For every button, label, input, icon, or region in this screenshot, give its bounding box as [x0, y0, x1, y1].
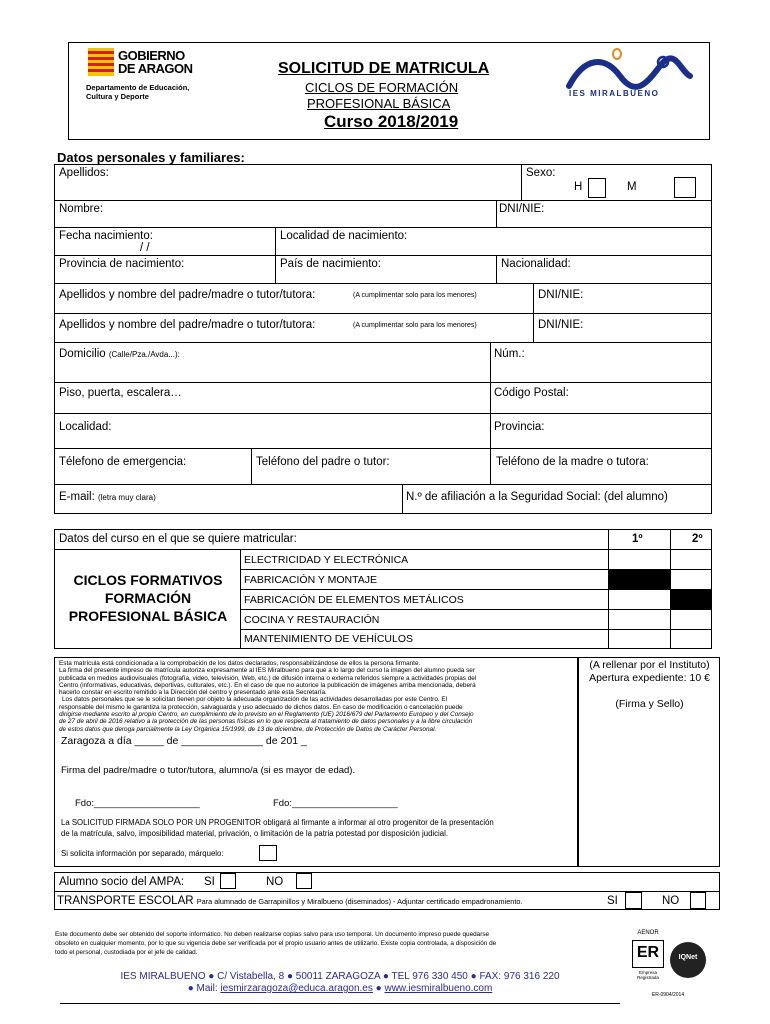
- sexo-label: Sexo:: [526, 167, 556, 179]
- provincia-nacimiento-label: Provincia de nacimiento:: [59, 258, 185, 270]
- tutor2-dni-label: DNI/NIE:: [538, 319, 584, 331]
- ampa-label: Alumno socio del AMPA:: [59, 876, 185, 888]
- apellidos-field[interactable]: [56, 180, 518, 198]
- transport-no-checkbox[interactable]: [690, 892, 706, 909]
- ampa-si-label: SI: [204, 876, 215, 888]
- sexo-h-checkbox[interactable]: [588, 178, 606, 198]
- row-divider: [54, 200, 712, 201]
- progenitor-line1: La SOLICITUD FIRMADA SOLO POR UN PROGENITOR obligará al firmante a informar al otro progenitor de la presentación: [61, 818, 494, 827]
- section-title: Datos personales y familiares:: [57, 150, 245, 165]
- domicilio-note: (Calle/Pza./Avda...):: [108, 350, 180, 359]
- col-divider: [496, 255, 497, 283]
- dni-label: DNI/NIE:: [499, 203, 545, 215]
- ampa-divider: [54, 891, 720, 892]
- program-line3: PROFESIONAL BÁSICA: [68, 608, 228, 624]
- footer-mail-link[interactable]: iesmirzaragoza@educa.aragon.es: [220, 983, 373, 994]
- email-text: E-mail:: [59, 491, 95, 503]
- piso-label: Piso, puerta, escalera…: [59, 387, 182, 399]
- footer-address: IES MIRALBUENO ● C/ Vistabella, 8 ● 50011 ZARAGOZA ● TEL 976 330 450 ● FAX: 976 316 220: [120, 971, 560, 982]
- transport-si-checkbox[interactable]: [625, 892, 642, 909]
- legal-p3d: de 27 de abril de 2016 relativo a la protección de las personas físicas en lo que respecta al tratamiento de datos personales y a la libre circulación: [59, 718, 473, 726]
- fecha-slashes: / /: [140, 242, 150, 254]
- legal-p2c: Centro (informativas, educativas, deportivas, culturales, etc.). En el caso de que no autorice la publicación de imágenes arriba mencionada, deberá: [59, 681, 476, 689]
- gov-name-line1: GOBIERNO: [118, 48, 185, 63]
- footer-web-link[interactable]: www.iesmiralbueno.com: [384, 983, 493, 994]
- course-cell-mantenimiento-1[interactable]: [609, 630, 670, 649]
- col-divider: [490, 448, 491, 484]
- transport-note: Para alumnado de Garrapinillos y Miralbueno (diseminados) - Adjuntar certificado empadronamiento.: [196, 897, 523, 906]
- firma-label: Firma del padre/madre o tutor/tutora, alumno/a (si es mayor de edad).: [61, 765, 356, 776]
- email-label: [59, 491, 156, 503]
- footer-note-line3: todo el personal, custodiada por el jefe de calidad.: [55, 949, 198, 956]
- footer-contact: [60, 983, 620, 994]
- ies-miralbueno-logo: [565, 46, 695, 100]
- row-divider: [54, 227, 712, 228]
- course-cell-mantenimiento-2[interactable]: [671, 630, 712, 649]
- course-cell-cocina-2[interactable]: [671, 610, 712, 629]
- transport-no-label: NO: [662, 895, 680, 907]
- progenitor-line2: de la matrícula, salvo, imposibilidad material, privación, o limitación de la patria potestad por disposición judicial.: [61, 829, 449, 838]
- course-option-electricidad: ELECTRICIDAD Y ELECTRÓNICA: [244, 554, 409, 566]
- course-cell-electricidad-2[interactable]: [671, 550, 712, 569]
- program-line2: FORMACIÓN: [104, 590, 192, 606]
- course-cell-metalicos-2-blocked: [671, 590, 712, 609]
- separado-checkbox[interactable]: [259, 845, 277, 861]
- institute-line1: (A rellenar por el Instituto): [589, 659, 710, 671]
- department-line1: Departamento de Educación,: [86, 83, 190, 92]
- empresa-registrada-text: Empresa Registrada: [637, 970, 659, 980]
- legal-p2a: La firma del presente impreso de matrícula autoriza expresamente al IES Miralbueno para que a lo largo del curso la imagen del alumno pueda ser: [59, 667, 475, 675]
- row-divider: [54, 413, 712, 414]
- apellidos-label: Apellidos:: [59, 167, 109, 179]
- footer-note-line1: Este documento debe ser obtenido del soporte informático. No deben realizarse copias salvo para uso temporal. Un documento impreso puede quedarse: [55, 931, 490, 938]
- transport-si-label: SI: [607, 895, 618, 907]
- cert-number: ER-0904/2014: [651, 992, 685, 998]
- localidad-label: Localidad:: [59, 421, 112, 433]
- course-option-cocina: COCINA Y RESTAURACIÓN: [244, 614, 380, 626]
- codigo-postal-label: Código Postal:: [494, 387, 569, 399]
- course-cell-cocina-1[interactable]: [609, 610, 670, 629]
- iqnet-text: IQNet: [678, 954, 698, 961]
- transport-title: TRANSPORTE ESCOLAR: [57, 895, 194, 907]
- fdo-1[interactable]: Fdo:____________________: [75, 798, 200, 809]
- footer-note-line2: obsoleto en cualquier momento, por lo que su vigencia debe ser verificada por el propio usuario antes de utilizarlo. Existe copia controlada, a disposición de: [55, 940, 497, 947]
- course-col-1: 1º: [632, 533, 643, 545]
- footer-note: [55, 930, 620, 957]
- col-divider: [496, 200, 497, 227]
- legal-p3e: de estos datos que deroga parcialmente la Ley Orgánica 15/1999, de 13 de diciembre, de Protección de Datos de Carácter Personal.: [59, 725, 437, 733]
- fecha-nacimiento-label: Fecha nacimiento:: [59, 230, 153, 242]
- institute-line3: (Firma y Sello): [615, 698, 684, 710]
- col-divider: [251, 448, 252, 484]
- course-cell-electricidad-1[interactable]: [609, 550, 670, 569]
- ampa-no-label: NO: [266, 876, 284, 888]
- telefono-padre-label: Teléfono del padre o tutor:: [256, 456, 390, 468]
- col-divider: [275, 227, 276, 283]
- legal-p3c: dirigirse mediante escrito al propio Centro, en cumplimiento de lo previsto en el Reglamento (UE) 2016/679 del Parlamento Europeo y del Consejo: [59, 711, 474, 719]
- form-subtitle1: CICLOS DE FORMACIÓN: [305, 80, 459, 95]
- legal-p2b: publicada en medios audiovisuales (fotografía, video, televisión, Web, etc.) de difusión interna o externa referidos siempre a actividades propias del: [59, 674, 477, 682]
- legal-p3a: Los datos personales que se le solicitan tienen por objeto la adecuada organización de las actividades desarrolladas por este Centro. El: [62, 696, 448, 704]
- email-note: (letra muy clara): [97, 493, 156, 502]
- separado-label: Si solicita información por separado, márquelo:: [61, 849, 224, 858]
- program-line1: CICLOS FORMATIVOS: [73, 572, 223, 588]
- col-divider: [521, 164, 522, 200]
- gobierno-aragon-logo: [86, 47, 206, 79]
- row-divider: [54, 255, 712, 256]
- legal-p2d: hacerlo constar en escrito remitido a la Dirección del centro y presentado ante esta Secretaría.: [59, 689, 327, 697]
- aragon-flag-icon: [88, 48, 114, 76]
- row-divider: [54, 313, 712, 314]
- aenor-text: AENOR: [637, 930, 659, 936]
- department-line2: Cultura y Deporte: [86, 92, 149, 101]
- col-divider: [402, 484, 403, 514]
- telefono-emergencia-label: Télefono de emergencia:: [59, 456, 187, 468]
- tutor1-label: Apellidos y nombre del padre/madre o tutor/tutora:: [59, 289, 316, 301]
- er-text: ER: [636, 944, 660, 961]
- ampa-si-checkbox[interactable]: [220, 873, 236, 889]
- tutor2-note: (A cumplimentar solo para los menores): [353, 322, 477, 329]
- date-line[interactable]: Zaragoza a día _____ de ______________ de 201 _: [61, 735, 307, 747]
- row-divider: [54, 342, 712, 343]
- sexo-h-label: H: [574, 181, 583, 193]
- fdo-2[interactable]: Fdo:____________________: [273, 798, 398, 809]
- form-title: SOLICITUD DE MATRICULA: [278, 60, 490, 77]
- legal-p1: Esta matrícula está condicionada a la comprobación de los datos declarados, responsabilizándose de ellos la persona firmante.: [59, 660, 421, 667]
- course-col-2: 2º: [692, 533, 703, 545]
- legal-p3b: responsable del mismo le garantiza la protección, salvaguarda y uso adecuado de dichos datos. En caso de modificación o cancelación puede: [59, 703, 463, 711]
- col-divider: [533, 283, 534, 342]
- row-divider: [54, 283, 712, 284]
- pais-nacimiento-label: País de nacimiento:: [280, 258, 382, 270]
- gov-name-line2: DE ARAGON: [118, 61, 193, 76]
- legal-text: [59, 660, 574, 733]
- course-option-elementos-metalicos: FABRICACIÓN DE ELEMENTOS METÁLICOS: [244, 594, 464, 606]
- sexo-m-label: M: [627, 181, 637, 193]
- domicilio-label: [59, 348, 180, 360]
- form-subtitle2: PROFESIONAL BÁSICA: [307, 96, 451, 111]
- course-option-fabricacion-montaje: FABRICACIÓN Y MONTAJE: [244, 574, 378, 586]
- course-year: Curso 2018/2019: [324, 112, 459, 131]
- course-cell-montaje-1-blocked: [609, 570, 670, 589]
- row-divider: [54, 382, 712, 383]
- course-option-mantenimiento: MANTENIMIENTO DE VEHÍCULOS: [244, 633, 413, 645]
- sexo-m-checkbox[interactable]: [674, 177, 696, 198]
- nacionalidad-label: Nacionalidad:: [501, 258, 571, 270]
- row-divider: [54, 484, 712, 485]
- iqnet-logo: [670, 942, 706, 978]
- course-col-line: [240, 549, 241, 649]
- telefono-madre-label: Teléfono de la madre o tutora:: [496, 456, 649, 468]
- aenor-logo: [628, 930, 668, 996]
- nombre-label: Nombre:: [59, 203, 104, 215]
- tutor1-dni-label: DNI/NIE:: [538, 289, 584, 301]
- course-cell-metalicos-1[interactable]: [609, 590, 670, 609]
- institute-line2: Apertura expediente: 10 €: [589, 672, 710, 684]
- ampa-no-checkbox[interactable]: [296, 873, 312, 889]
- footer-bullet: ●: [375, 983, 382, 994]
- footer-mail-label: ● Mail:: [187, 983, 218, 994]
- tutor1-note: (A cumplimentar solo para los menores): [353, 292, 477, 299]
- seguridad-social-label: N.º de afiliación a la Seguridad Social: (del alumno): [406, 491, 668, 503]
- provincia-label: Provincia:: [494, 421, 545, 433]
- footer-rule: [60, 1003, 620, 1004]
- er-badge: [632, 940, 664, 968]
- localidad-nacimiento-label: Localidad de nacimiento:: [280, 230, 408, 242]
- institute-box: [578, 657, 720, 867]
- transport-label: [57, 895, 522, 907]
- domicilio-text: Domicilio: [59, 348, 106, 360]
- col-divider: [490, 342, 491, 448]
- course-cell-montaje-2[interactable]: [671, 570, 712, 589]
- row-divider: [54, 448, 712, 449]
- numero-label: Núm.:: [494, 348, 525, 360]
- tutor2-label: Apellidos y nombre del padre/madre o tutor/tutora:: [59, 319, 316, 331]
- course-header: Datos del curso en el que se quiere matricular:: [59, 533, 297, 545]
- ies-logo-text: IES MIRALBUENO: [569, 89, 660, 98]
